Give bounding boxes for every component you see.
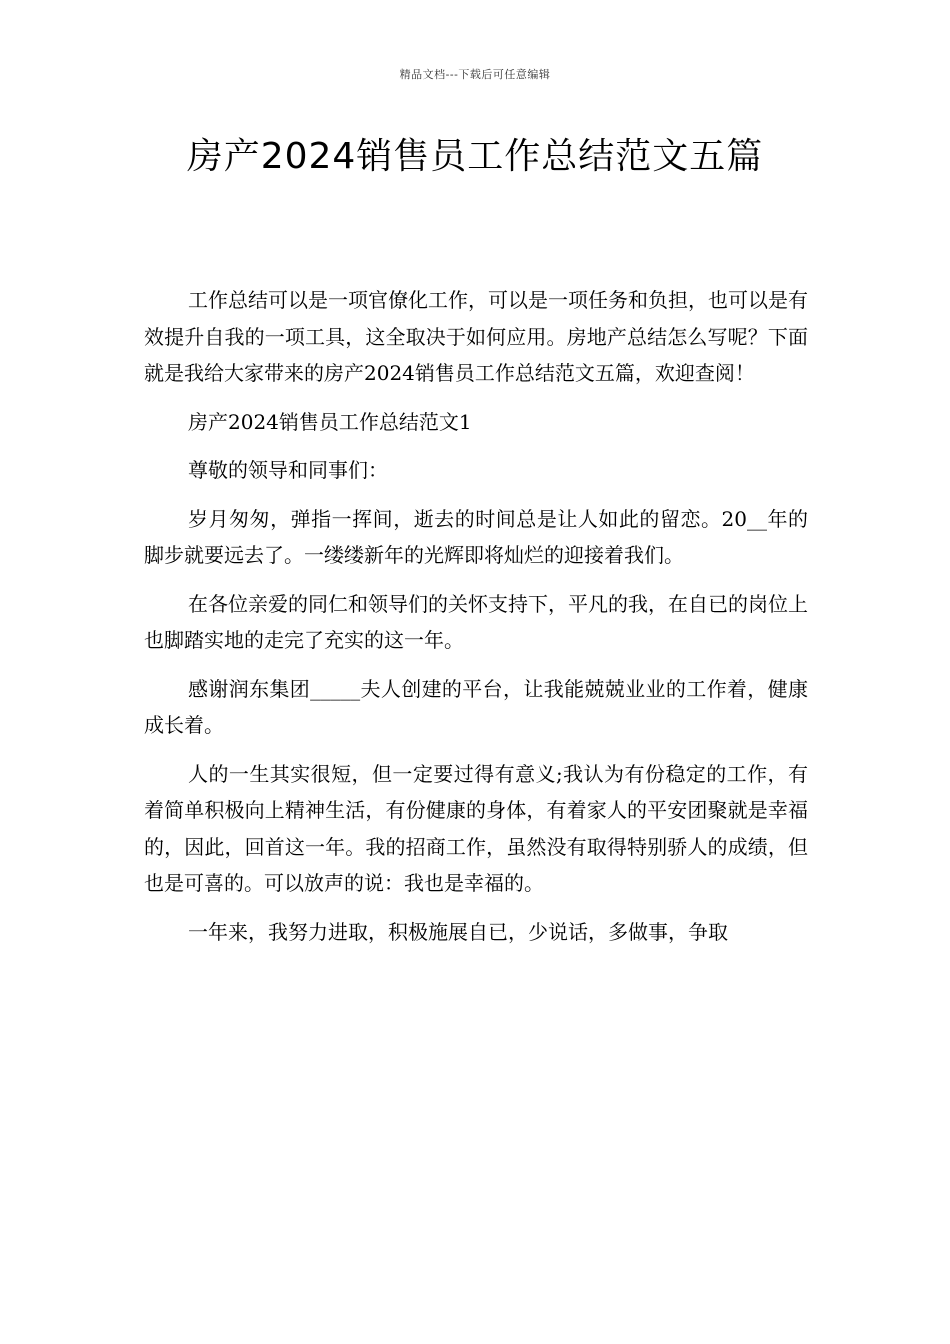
body-paragraph: 岁月匆匆，弹指一挥间，逝去的时间总是让人如此的留恋。20__年的脚步就要远去了。一缕缕新年的光辉即将灿烂的迎接着我们。 [144,506,808,567]
body-paragraph: 一年来，我努力进取，积极施展自已，少说话，多做事，争取 [188,919,728,944]
document-title: 房产2024销售员工作总结范文五篇 [186,136,764,177]
document-body [144,282,808,962]
body-paragraph: 人的一生其实很短，但一定要过得有意义;我认为有份稳定的工作，有着简单积极向上精神生活，有份健康的身体，有着家人的平安团聚就是幸福的，因此，回首这一年。我的招商工作，虽然没有取得特别骄人的成绩，但也是可喜的。可以放声的说：我也是幸福的。 [144,761,808,895]
intro-paragraph: 工作总结可以是一项官僚化工作，可以是一项任务和负担，也可以是有效提升自我的一项工具，这全取决于如何应用。房地产总结怎么写呢？下面就是我给大家带来的房产2024销售员工作总结范文五篇，欢迎查阅！ [144,288,808,385]
header-note: 精品文档---下载后可任意编辑 [399,68,551,81]
body-paragraph: 在各位亲爱的同仁和领导们的关怀支持下，平凡的我，在自已的岗位上也脚踏实地的走完了充实的这一年。 [144,591,808,652]
section-heading: 房产2024销售员工作总结范文1 [188,409,472,434]
salutation: 尊敬的领导和同事们： [188,458,388,482]
body-paragraph: 感谢润东集团_____夫人创建的平台，让我能兢兢业业的工作着，健康成长着。 [144,676,808,737]
